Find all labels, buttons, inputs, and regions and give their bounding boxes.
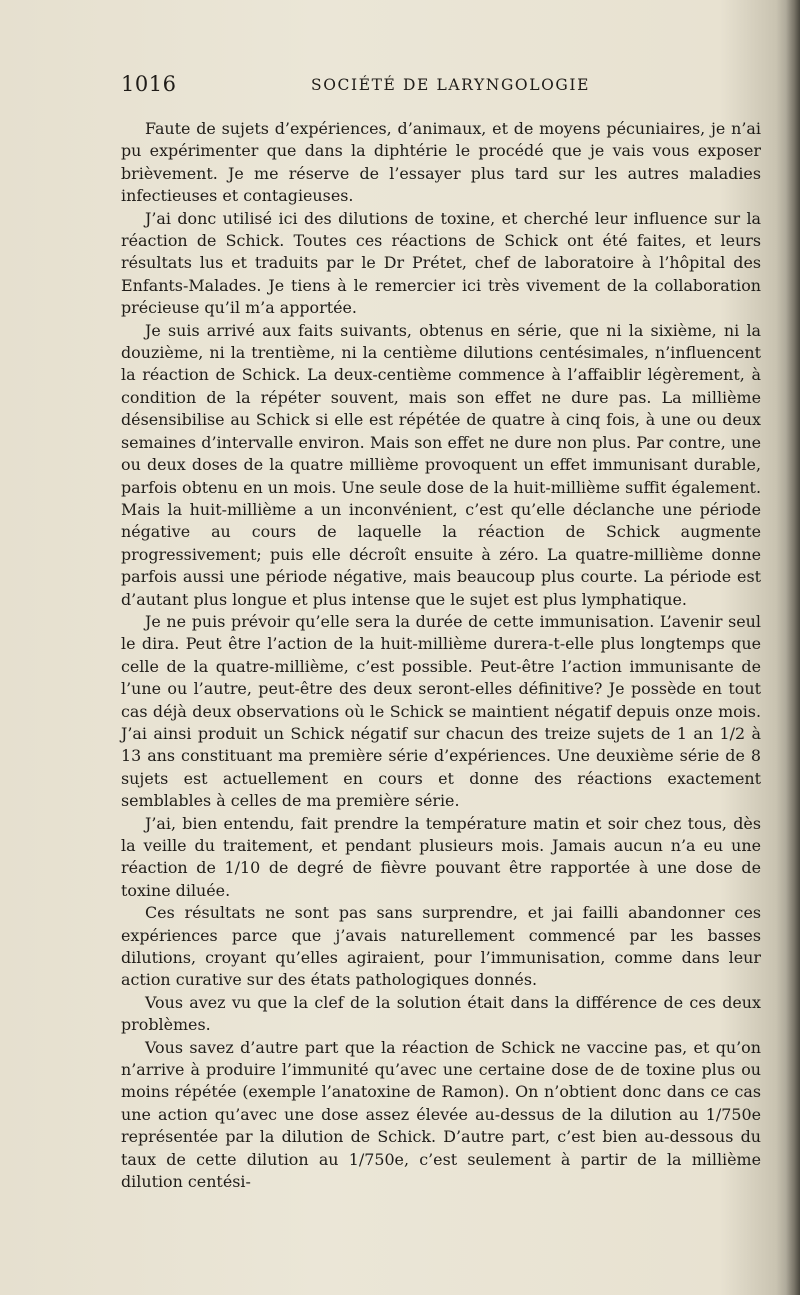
paragraph: J’ai donc utilisé ici des dilutions de toxine, et cherché leur influence sur la réaction de Schick. Toutes ces réactions de Schick ont été faites, et leurs résultats lus et traduits par le Dr Prétet, chef de laboratoire à l’hôpital des Enfants-Malades. Je tiens à le remercier ici très vivement de la collaboration précieuse qu’il m’a apportée. xyxy=(121,208,761,318)
page-number: 1016 xyxy=(121,72,177,96)
paragraph: Je ne puis prévoir qu’elle sera la durée de cette immunisation. L’avenir seul le dira. Peut être l’action de la huit-millième durera-t-elle plus longtemps que celle de la quatre-millième, c’est possible. Peut-être l’action immunisante de l’une ou l’autre, peut-être des deux seront-elles définitive? Je possède en tout cas déjà deux observations où le Schick se maintient négatif depuis onze mois. J’ai ainsi produit un Schick négatif sur chacun des treize sujets de 1 an 1/2 à 13 ans constituant ma première série d’expériences. Une deuxième série de 8 sujets est actuellement en cours et donne des réactions exactement semblables à celles de ma première série. xyxy=(121,611,761,811)
paragraph: Faute de sujets d’expériences, d’animaux, et de moyens pécuniaires, je n’ai pu expérimenter que dans la diphtérie le procédé que je vais vous exposer brièvement. Je me réserve de l’essayer plus tard sur les autres maladies infectieuses et contagieuses. xyxy=(121,119,761,206)
body-text xyxy=(121,118,761,1194)
running-title: SOCIÉTÉ DE LARYNGOLOGIE xyxy=(311,76,591,94)
paragraph: Vous savez d’autre part que la réaction de Schick ne vaccine pas, et qu’on n’arrive à produire l’immunité qu’avec une certaine dose de de toxine plus ou moins répétée (exemple l’anatoxine de Ramon). On n’obtient donc dans ce cas une action qu’avec une dose assez élevée au-dessus de la dilution au 1/750e représentée par la dilution de Schick. D’autre part, c’est bien au-dessous du taux de cette dilution au 1/750e, c’est seulement à partir de la millième dilution centési- xyxy=(121,1037,761,1192)
page-edge-shadow xyxy=(786,0,800,1295)
paragraph: Ces résultats ne sont pas sans surprendre, et jai failli abandonner ces expériences parce que j’avais naturellement commencé par les basses dilutions, croyant qu’elles agiraient, pour l’immunisation, comme dans leur action curative sur des états pathologiques donnés. xyxy=(121,903,761,990)
paragraph: Vous avez vu que la clef de la solution était dans la différence de ces deux problèmes. xyxy=(121,992,761,1035)
paragraph: J’ai, bien entendu, fait prendre la température matin et soir chez tous, dès la veille du traitement, et pendant plusieurs mois. Jamais aucun n’a eu une réaction de 1/10 de degré de fièvre pouvant être rapportée à une dose de toxine diluée. xyxy=(121,813,761,900)
paragraph: Je suis arrivé aux faits suivants, obtenus en série, que ni la sixième, ni la douzième, ni la trentième, ni la centième dilutions centésimales, n’influencent la réaction de Schick. La deux-centième commence à l’affaiblir légèrement, à condition de la répéter souvent, mais son effet ne dure pas. La millième désensibilise au Schick si elle est répétée de quatre à cinq fois, à une ou deux semaines d’intervalle environ. Mais son effet ne dure non plus. Par contre, une ou deux doses de la quatre millième provoquent un effet immunisant durable, parfois obtenu en un mois. Une seule dose de la huit-millième suffit également. Mais la huit-millième a un inconvénient, c’est qu’elle déclanche une période négative au cours de laquelle la réaction de Schick augmente progressivement; puis elle décroît ensuite à zéro. La quatre-millième donne parfois aussi une période négative, mais beaucoup plus courte. La période est d’autant plus longue et plus intense que le sujet est plus lymphatique. xyxy=(121,320,761,609)
page-header xyxy=(121,72,761,98)
